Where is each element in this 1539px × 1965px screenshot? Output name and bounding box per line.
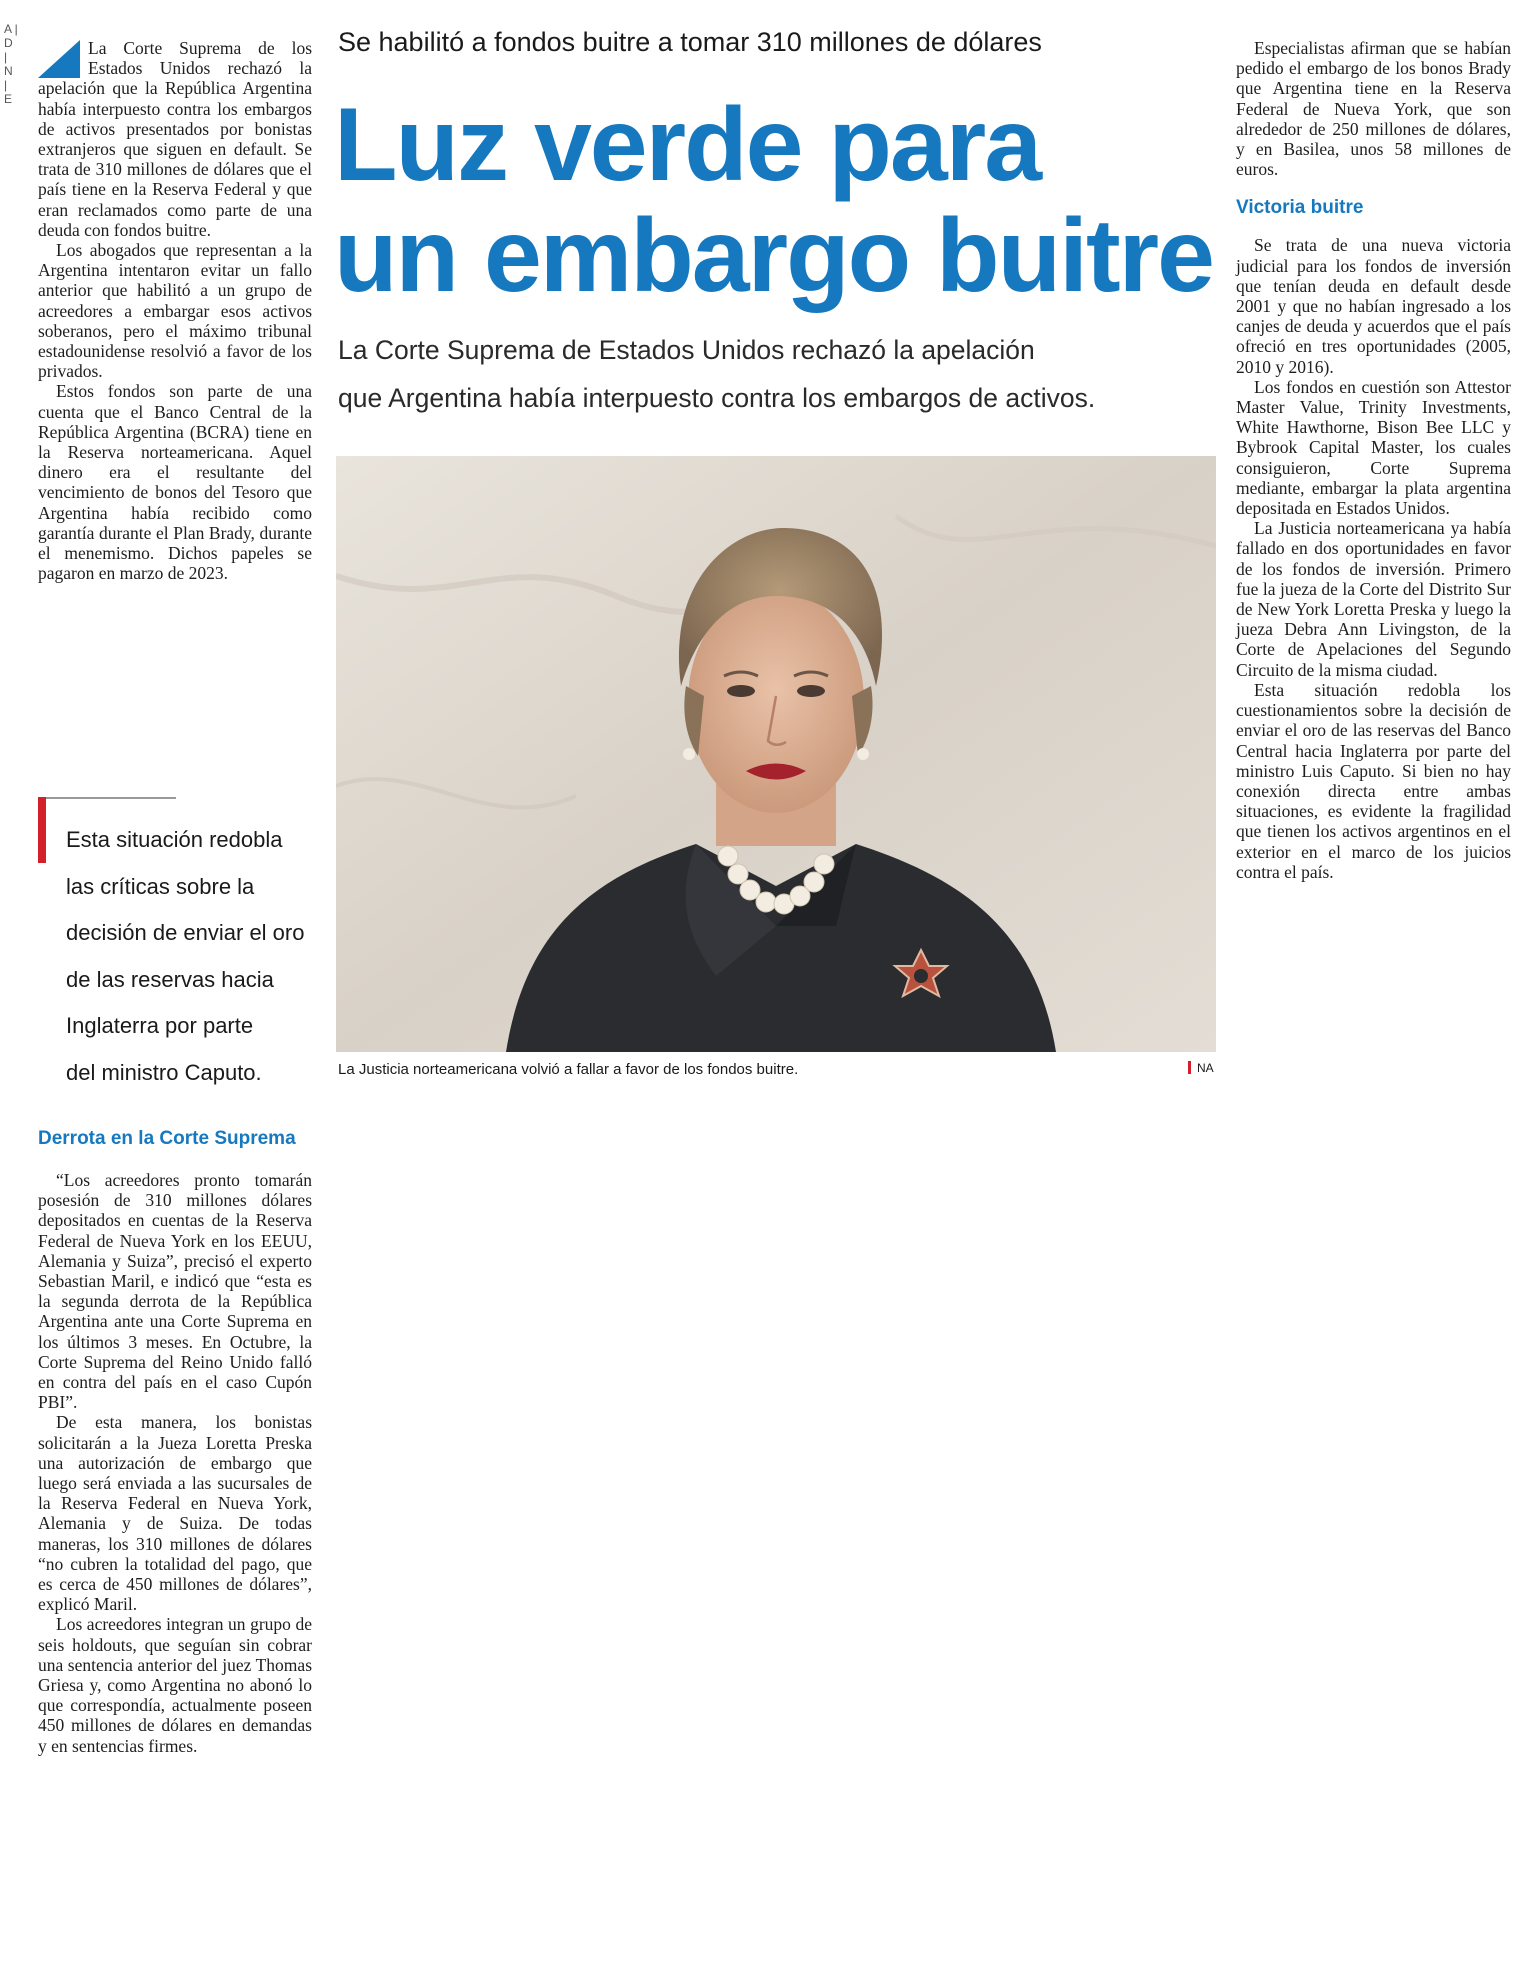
left-paragraph-1: La Corte Suprema de los Estados Unidos rechazó la apelación que la República Argentina había interpuesto contra los embargos de activos presentados por bonistas extranjeros que siguen en default. Se trata de 310 millones de dólares que el país tiene en la Reserva Federal y que eran reclamados como parte de una deuda con fondos buitre. <box>38 38 312 240</box>
derrota-paragraph-3: Los acreedores integran un grupo de seis holdouts, que seguían sin cobrar una sentencia anterior del juez Thomas Griesa y, como Argentina no abonó lo que correspondía, actualmente poseen 450 millones de dólares en demandas y en sentencias firmes. <box>38 1614 312 1756</box>
photo-credit <box>1188 1061 1214 1075</box>
deck-line-2: que Argentina había interpuesto contra los embargos de activos. <box>338 383 1096 413</box>
article-photo <box>336 456 1216 1052</box>
pull-quote-line: de las reservas hacia <box>66 966 274 992</box>
right-column-article <box>1236 38 1511 882</box>
kicker: Se habilitó a fondos buitre a tomar 310 millones de dólares <box>338 27 1042 57</box>
credit-red-bar <box>1188 1061 1191 1074</box>
pull-quote-top-rule <box>38 797 176 799</box>
page-folio: A | D | N | E <box>4 22 18 106</box>
section-derrota-title: Derrota en la Corte Suprema <box>38 1128 296 1149</box>
lead-triangle-icon <box>38 40 80 78</box>
portrait-illustration <box>336 456 1216 1052</box>
left-paragraph-3: Estos fondos son parte de una cuenta que el Banco Central de la República Argentina (BCRA) tiene en la Reserva norteamericana. Aquel dinero era el resultante del vencimiento de bonos del Tesoro que Argentina había recibido como garantía durante el Plan Brady, durante el menemismo. Dichos papeles se pagaron en marzo de 2023. <box>38 381 312 584</box>
headline-line-2: un embargo buitre <box>334 198 1213 314</box>
left-column-article <box>38 38 312 583</box>
pull-quote-red-bar <box>38 797 46 863</box>
pull-quote-line: Esta situación redobla <box>66 827 283 852</box>
photo-caption: La Justicia norteamericana volvió a fallar a favor de los fondos buitre. <box>338 1061 799 1078</box>
pull-quote <box>38 797 308 1085</box>
photo-credit-text: NA <box>1197 1061 1214 1075</box>
left-paragraph-2: Los abogados que representan a la Argentina intentaron evitar un fallo anterior que habilitó a un grupo de acreedores a embargar esos activos soberanos, pero el máximo tribunal estadounidense resolvió a favor de los privados. <box>38 240 312 382</box>
headline-line-1: Luz verde para <box>334 87 1041 203</box>
pull-quote-line: las críticas sobre la <box>66 873 255 899</box>
deck-line-1: La Corte Suprema de Estados Unidos rechazó la apelación <box>338 335 1035 365</box>
right-paragraph-1: Se trata de una nueva victoria judicial para los fondos de inversión que tenían deuda en default desde 2001 y que no habían ingresado a los canjes de deuda y acuerdos que el país ofreció en tres oportunidades (2005, 2010 y 2016). <box>1236 235 1511 377</box>
derrota-paragraph-1: “Los acreedores pronto tomarán posesión de 310 millones dólares depositados en cuentas de la Reserva Federal de Nueva York en los EEUU, Alemania y Suiza”, precisó el experto Sebastian Maril, e indicó que “esta es la segunda derrota de la República Argentina ante una Corte Suprema en los últimos 3 meses. En Octubre, la Corte Suprema del Reino Unido falló en contra del país en el caso Cupón PBI”. <box>38 1170 312 1413</box>
section-victoria-title: Victoria buitre <box>1236 197 1364 219</box>
right-paragraph-4: Esta situación redobla los cuestionamientos sobre la decisión de enviar el oro de las reservas del Banco Central hacia Inglaterra por parte del ministro Luis Caputo. Si bien no hay conexión directa entre ambas situaciones, es evidente la fragilidad que tienen los activos argentinos en el exterior en el marco de los juicios contra el país. <box>1236 679 1511 882</box>
pull-quote-line: del ministro Caputo. <box>66 1059 262 1085</box>
right-paragraph-3: La Justicia norteamericana ya había fallado en dos oportunidades en favor de los fondos de inversión. Primero fue la jueza de la Corte del Distrito Sur de New York Loretta Preska y luego la jueza Debra Ann Livingston, de la Corte de Apelaciones del Segundo Circuito de la misma ciudad. <box>1236 518 1511 680</box>
derrota-paragraph-2: De esta manera, los bonistas solicitarán a la Jueza Loretta Preska una autorización de embargo que luego será enviada a las sucursales de la Reserva Federal en Nueva York, Alemania y de Suiza. De todas maneras, los 310 millones de dólares “no cubren la totalidad del pago, que es cerca de 450 millones de dólares”, explicó Maril. <box>38 1412 312 1615</box>
pull-quote-line: Inglaterra por parte <box>66 1013 254 1038</box>
deck <box>338 326 1218 422</box>
right-paragraph-2: Los fondos en cuestión son Attestor Master Value, Trinity Investments, White Hawthorne, Bison Bee LLC y Bybrook Capital Master, los cuales consiguieron, Corte Suprema mediante, embargar la plata argentina depositada en Estados Unidos. <box>1236 376 1511 519</box>
pull-quote-line: decisión de enviar el oro <box>66 920 305 945</box>
right-intro-paragraph: Especialistas afirman que se habían pedido el embargo de los bonos Brady que Argentina tiene en la Reserva Federal de Nueva York, que son alrededor de 250 millones de dólares, y en Basilea, unos 58 millones de euros. <box>1236 38 1511 180</box>
headline <box>334 87 1224 314</box>
pull-quote-text <box>66 817 316 1096</box>
section-derrota <box>38 1128 312 1756</box>
